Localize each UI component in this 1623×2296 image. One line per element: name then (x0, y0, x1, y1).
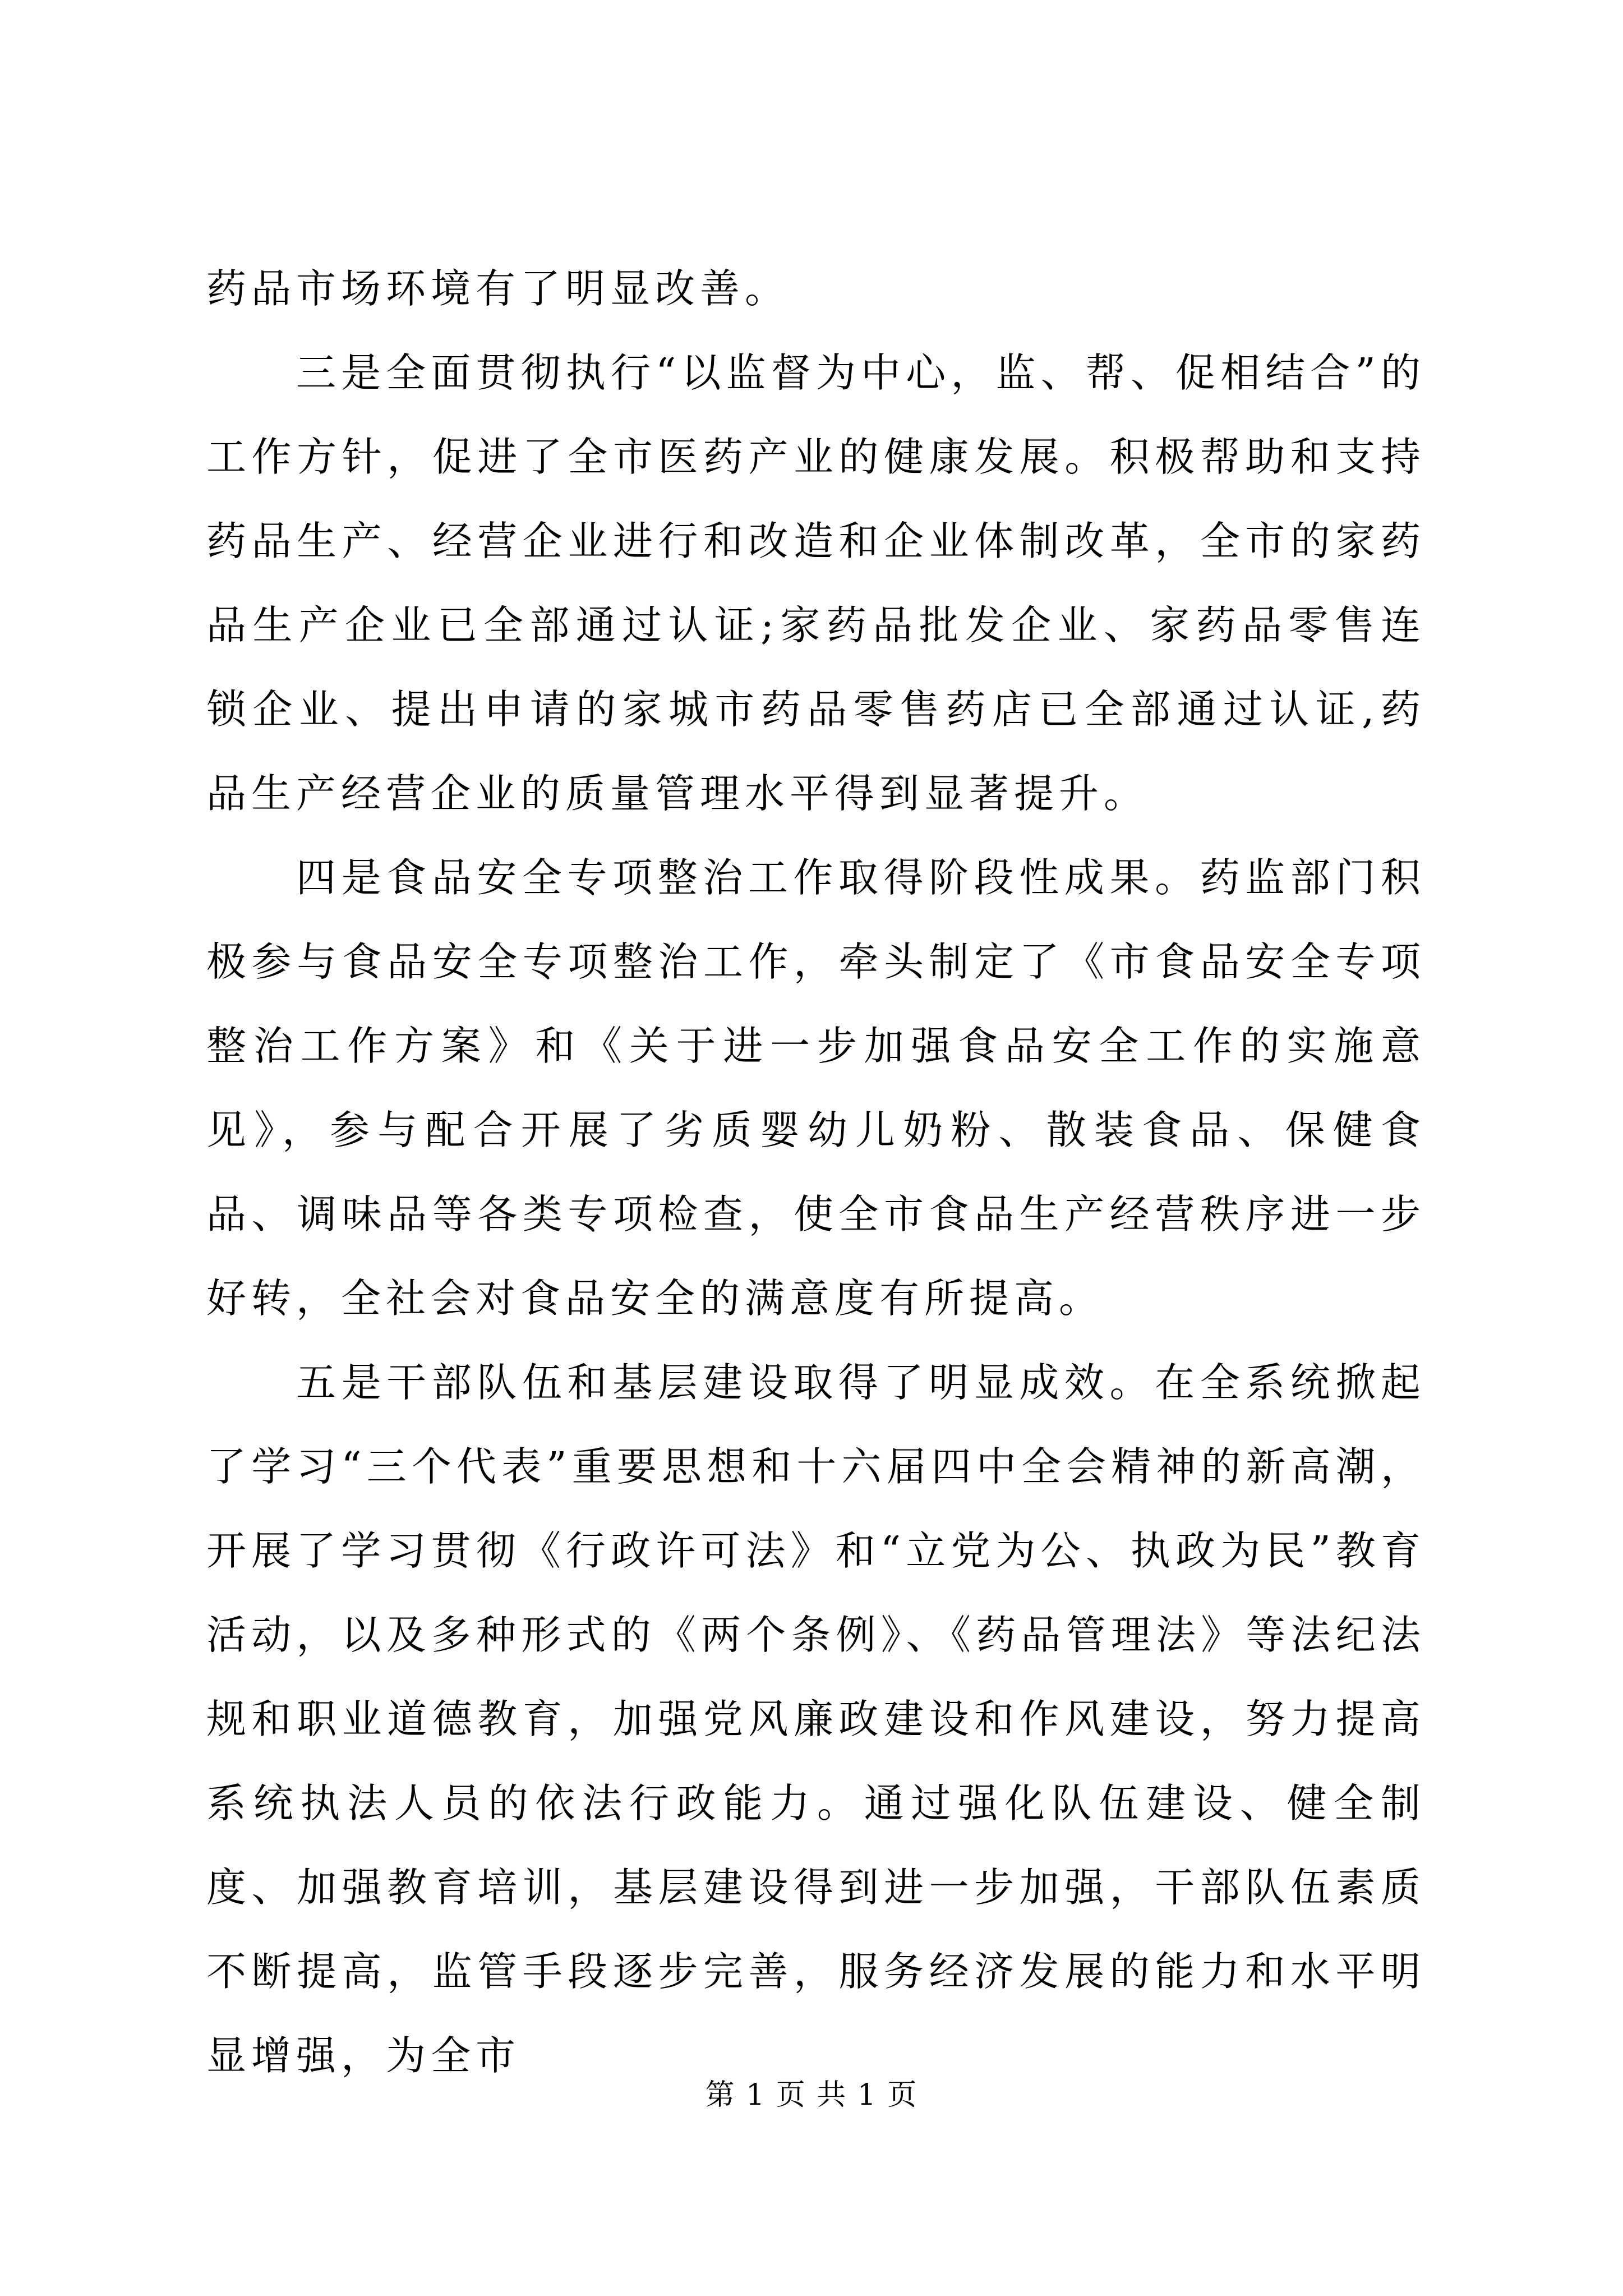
page-number-footer: 第 1 页 共 1 页 (705, 2078, 918, 2112)
paragraph-cadre-construction: 五是干部队伍和基层建设取得了明显成效。在全系统掀起了学习“三个代表”重要思想和十六届四中全会精神的新高潮，开展了学习贯彻《行政许可法》和“立党为公、执政为民”教育活动，以及多种形式的《两个条例》、《药品管理法》等法纪法规和职业道德教育，加强党风廉政建设和作风建设，努力提高系统执法人员的依法行政能力。通过强化队伍建设、健全制度、加强教育培训，基层建设得到进一步加强，干部队伍素质不断提高，监管手段逐步完善，服务经济发展的能力和水平明显增强，为全市 (206, 1359, 1426, 2079)
paragraph-market-improvement: 药品市场环境有了明显改善。 (206, 265, 790, 312)
document-body (206, 247, 1426, 2098)
paragraph-industry-development: 三是全面贯彻执行“以监督为中心，监、帮、促相结合”的工作方针，促进了全市医药产业的健康发展。积极帮助和支持药品生产、经营企业进行和改造和企业体制改革，全市的家药品生产企业已全部通过认证;家药品批发企业、家药品零售连锁企业、提出申请的家城市药品零售药店已全部通过认证,药品生产经营企业的质量管理水平得到显著提升。 (206, 349, 1426, 817)
paragraph-food-safety: 四是食品安全专项整治工作取得阶段性成果。药监部门积极参与食品安全专项整治工作，牵头制定了《市食品安全专项整治工作方案》和《关于进一步加强食品安全工作的实施意见》，参与配合开展了劣质婴幼儿奶粉、散装食品、保健食品、调味品等各类专项检查，使全市食品生产经营秩序进一步好转，全社会对食品安全的满意度有所提高。 (206, 854, 1426, 1322)
